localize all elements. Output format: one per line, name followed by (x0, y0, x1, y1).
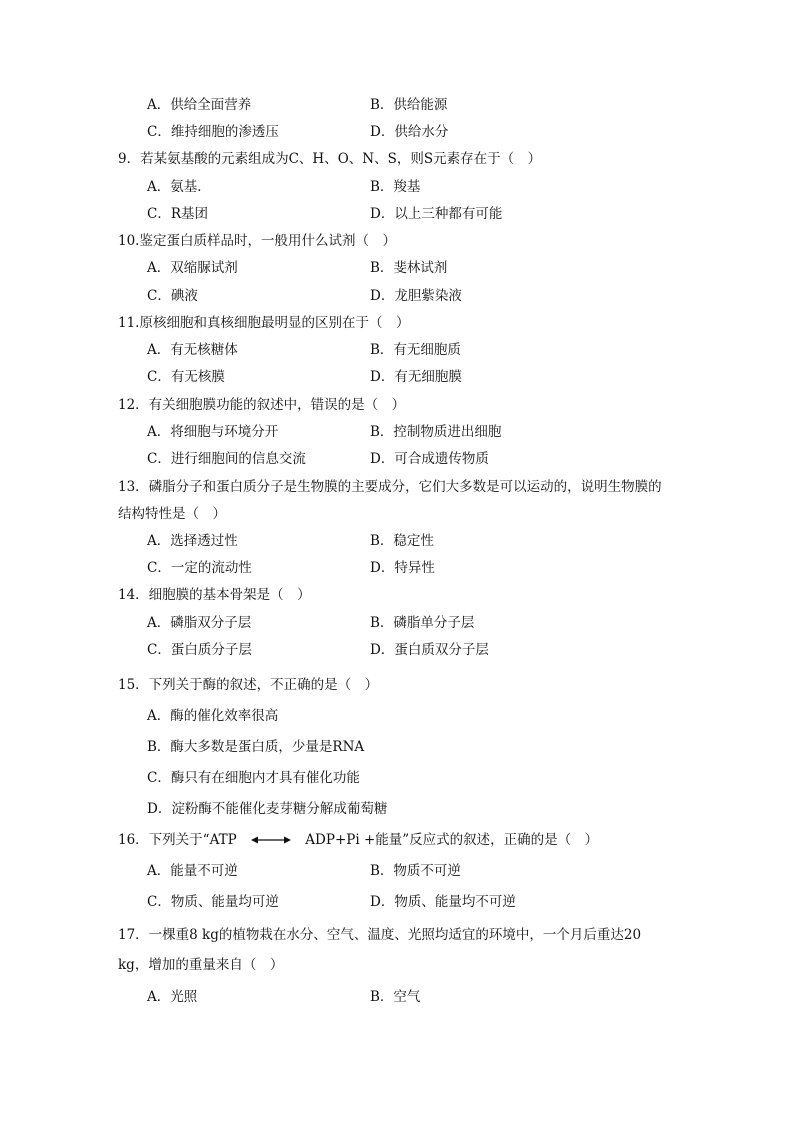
q15-stem: 15．下列关于酶的叙述，不正确的是（ ） (118, 677, 379, 693)
q14-option-b: B．磷脂单分子层 (370, 615, 475, 631)
q13-option-a: A．选择透过性 (147, 533, 238, 549)
q16-stem-post: ADP+Pi +能量”反应式的叙述，正确的是（ ） (305, 832, 599, 848)
q16-option-a: A．能量不可逆 (147, 863, 238, 879)
q14-option-c: C．蛋白质分子层 (147, 642, 252, 658)
q11-option-a: A．有无核糖体 (147, 342, 238, 358)
q8-option-a: A．供给全面营养 (147, 97, 252, 113)
q17-option-a: A．光照 (147, 989, 198, 1005)
q15-option-a: A．酶的催化效率很高 (147, 708, 279, 724)
q16-option-c: C．物质、能量均可逆 (147, 894, 279, 910)
q16-stem (118, 831, 598, 850)
q16-stem-pre: 16．下列关于“ATP (118, 832, 237, 848)
q16-option-d: D．物质、能量均不可逆 (370, 894, 516, 910)
q13-option-d: D．特异性 (370, 560, 435, 576)
q12-stem: 12．有关细胞膜功能的叙述中，错误的是（ ） (118, 397, 406, 413)
q10-option-c: C．碘液 (147, 288, 198, 304)
reversible-arrow-icon (251, 832, 291, 850)
q13-option-c: C．一定的流动性 (147, 560, 252, 576)
q14-stem: 14．细胞膜的基本骨架是（ ） (118, 587, 311, 603)
q17-stem-line1: 17．一棵重8 kg的植物栽在水分、空气、温度、光照均适宜的环境中，一个月后重达20 (118, 927, 642, 943)
q10-option-b: B．斐林试剂 (370, 260, 448, 276)
q11-option-c: C．有无核膜 (147, 369, 225, 385)
q8-option-d: D．供给水分 (370, 124, 449, 140)
q9-option-b: B．羧基 (370, 179, 421, 195)
q15-option-b: B．酶大多数是蛋白质，少量是RNA (147, 739, 365, 755)
q9-option-c: C．R基团 (147, 206, 208, 222)
q8-option-b: B．供给能源 (370, 97, 448, 113)
q9-option-a: A．氨基． (147, 179, 211, 195)
q8-option-c: C．维持细胞的渗透压 (147, 124, 279, 140)
q15-option-d: D．淀粉酶不能催化麦芽糖分解成葡萄糖 (147, 801, 388, 817)
q12-option-c: C．进行细胞间的信息交流 (147, 451, 306, 467)
q11-option-b: B．有无细胞质 (370, 342, 461, 358)
q11-option-d: D．有无细胞膜 (370, 369, 462, 385)
q16-option-b: B．物质不可逆 (370, 863, 461, 879)
q12-option-b: B．控制物质进出细胞 (370, 424, 502, 440)
q10-option-d: D．龙胆紫染液 (370, 288, 462, 304)
q10-stem: 10.鉴定蛋白质样品时，一般用什么试剂（ ） (118, 233, 396, 249)
q15-option-c: C．酶只有在细胞内才具有催化功能 (147, 770, 360, 786)
q9-option-d: D．以上三种都有可能 (370, 206, 503, 222)
q13-stem-line1: 13．磷脂分子和蛋白质分子是生物膜的主要成分，它们大多数是可以运动的，说明生物膜的 (118, 479, 662, 495)
q9-stem: 9．若某氨基酸的元素组成为C、H、O、N、S，则S元素存在于（ ） (118, 151, 542, 167)
q10-option-a: A．双缩脲试剂 (147, 260, 238, 276)
q13-stem-line2: 结构特性是（ ） (118, 506, 226, 522)
q14-option-d: D．蛋白质双分子层 (370, 642, 489, 658)
q17-stem-line2: kg，增加的重量来自（ ） (118, 957, 284, 973)
q12-option-a: A．将细胞与环境分开 (147, 424, 279, 440)
q13-option-b: B．稳定性 (370, 533, 434, 549)
q12-option-d: D．可合成遗传物质 (370, 451, 489, 467)
q14-option-a: A．磷脂双分子层 (147, 615, 252, 631)
q11-stem: 11.原核细胞和真核细胞最明显的区别在于（ ） (118, 315, 410, 331)
q17-option-b: B．空气 (370, 989, 421, 1005)
